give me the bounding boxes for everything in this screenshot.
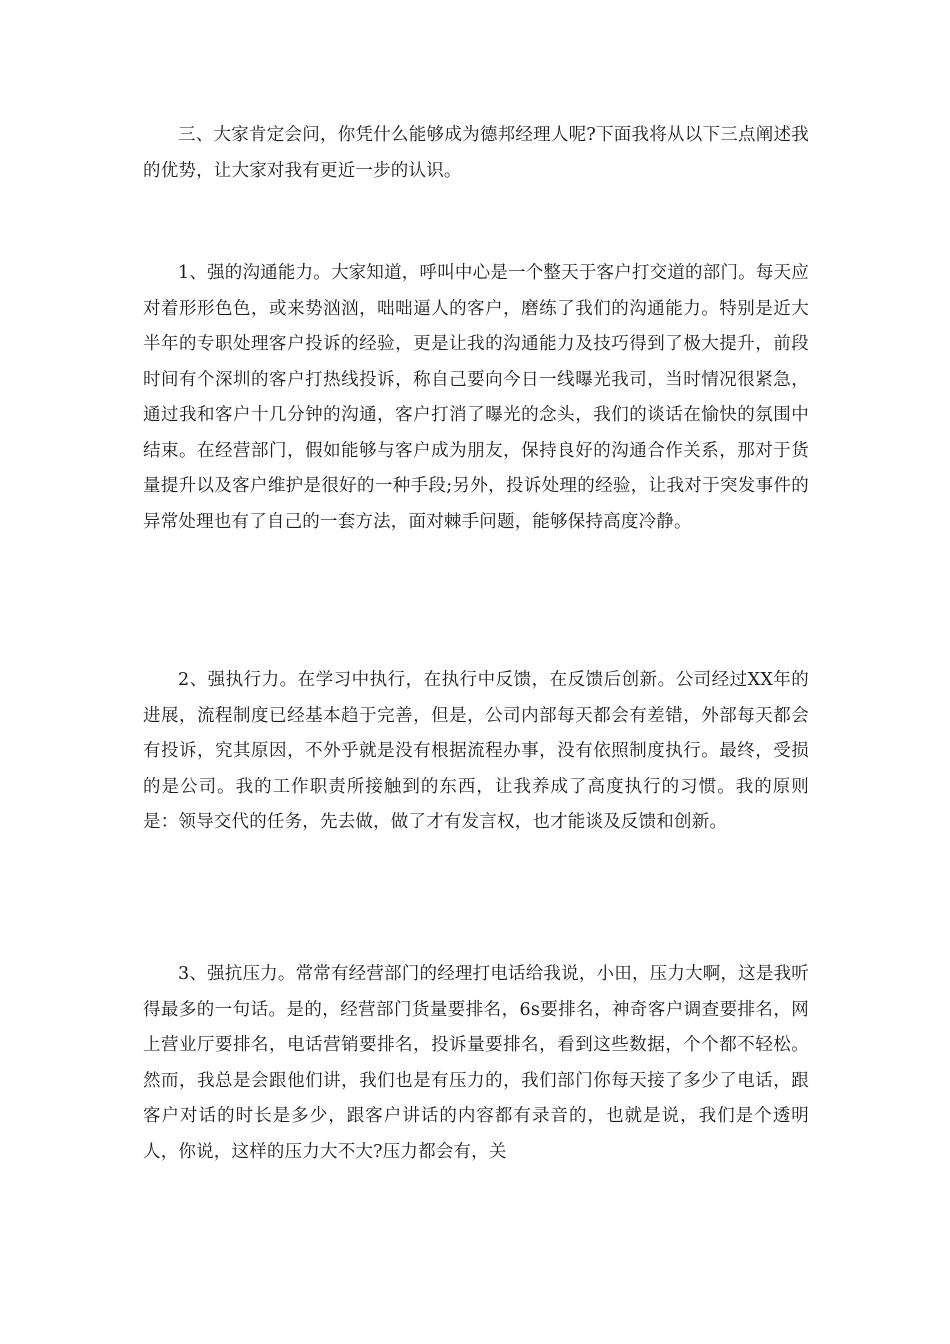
paragraph-communication: 1、强的沟通能力。大家知道，呼叫中心是一个整天于客户打交道的部门。每天应对着形形色色，或来势汹汹，咄咄逼人的客户，磨练了我们的沟通能力。特别是近大半年的专职处理客户投诉的经验，更是让我的沟通能力及技巧得到了极大提升，前段时间有个深圳的客户打热线投诉，称自己要向今日一线曝光我司，当时情况很紧急，通过我和客户十几分钟的沟通，客户打消了曝光的念头，我们的谈话在愉快的氛围中结束。在经营部门，假如能够与客户成为朋友，保持良好的沟通合作关系，那对于货量提升以及客户维护是很好的一种手段;另外，投诉处理的经验，让我对于突发事件的异常处理也有了自己的一套方法，面对棘手问题，能够保持高度冷静。 — [143, 263, 809, 532]
paragraph-execution: 2、强执行力。在学习中执行，在执行中反馈，在反馈后创新。公司经过XX年的进展，流程制度已经基本趋于完善，但是，公司内部每天都会有差错，外部每天都会有投诉，究其原因，不外乎就是没有根据流程办事，没有依照制度执行。最终，受损的是公司。我的工作职责所接触到的东西，让我养成了高度执行的习惯。我的原则是：领导交代的任务，先去做，做了才有发言权，也才能谈及反馈和创新。 — [143, 670, 809, 832]
paragraph-intro: 三、大家肯定会问，你凭什么能够成为德邦经理人呢?下面我将从以下三点阐述我的优势，让大家对我有更近一步的认识。 — [143, 125, 809, 181]
paragraph-pressure: 3、强抗压力。常常有经营部门的经理打电话给我说，小田，压力大啊，这是我听得最多的一句话。是的，经营部门货量要排名，6s要排名，神奇客户调查要排名，网上营业厅要排名，电话营销要排名，投诉量要排名，看到这些数据，个个都不轻松。然而，我总是会跟他们讲，我们也是有压力的，我们部门你每天接了多少了电话，跟客户对话的时长是多少，跟客户讲话的内容都有录音的，也就是说，我们是个透明人，你说，这样的压力大不大?压力都会有，关 — [143, 964, 809, 1162]
